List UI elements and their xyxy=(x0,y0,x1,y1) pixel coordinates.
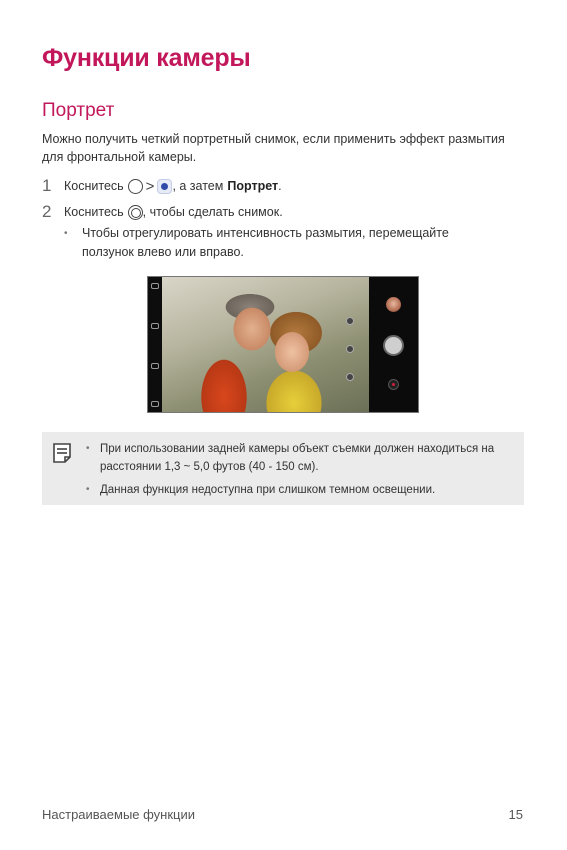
slider-dot xyxy=(346,317,354,325)
step-prefix: Коснитесь xyxy=(64,205,124,219)
record-button xyxy=(388,379,399,390)
shutter-icon xyxy=(128,205,143,220)
home-circle-icon xyxy=(128,179,143,194)
mode-icon xyxy=(151,363,159,369)
flash-icon xyxy=(151,283,159,289)
section-title: Портрет xyxy=(42,100,115,121)
camera-right-toolbar xyxy=(369,277,419,412)
footer-section: Настраиваемые функции xyxy=(42,807,196,822)
slider-dot xyxy=(346,373,354,381)
step-suffix: , чтобы сделать снимок. xyxy=(142,205,283,219)
page-number: 15 xyxy=(508,807,523,822)
intro-paragraph: Можно получить четкий портретный снимок, если применить эффект размытия для фронтальной камеры. xyxy=(42,132,505,164)
note-box xyxy=(42,432,524,505)
camera-screenshot xyxy=(147,276,419,413)
shutter-button xyxy=(383,335,404,356)
step-suffix: . xyxy=(278,179,282,193)
blur-slider xyxy=(344,277,356,412)
note-list xyxy=(86,440,514,504)
step-number: 1 xyxy=(42,176,52,195)
step-2 xyxy=(42,202,283,222)
slider-dot xyxy=(346,345,354,353)
sub-bullet xyxy=(64,224,484,262)
sub-bullet-text: Чтобы отрегулировать интенсивность размытия, перемещайте ползунок влево или вправо. xyxy=(82,226,449,259)
step-middle: , а затем xyxy=(172,179,224,193)
camera-left-toolbar xyxy=(148,277,162,412)
note-icon xyxy=(52,442,72,464)
step-1 xyxy=(42,176,282,196)
note-item: • При использовании задней камеры объект съемки должен находиться на расстоянии 1,3 ~ 5,0 футов (40 - 150 см). xyxy=(86,443,495,473)
chevron-right-icon: > xyxy=(145,177,155,195)
step-bold-label: Портрет xyxy=(227,179,279,193)
gear-icon xyxy=(151,401,159,407)
settings-icon xyxy=(151,323,159,329)
portrait-photo xyxy=(162,277,369,413)
camera-switch-icon xyxy=(157,179,172,194)
step-number: 2 xyxy=(42,202,52,221)
gallery-thumbnail xyxy=(386,297,401,312)
note-item: • Данная функция недоступна при слишком темном освещении. xyxy=(86,484,436,496)
step-prefix: Коснитесь xyxy=(64,179,124,193)
note-item-text: Данная функция недоступна при слишком темном освещении. xyxy=(100,484,436,496)
note-item-text: При использовании задней камеры объект съемки должен находиться на расстоянии 1,3 ~ 5,0 футов (40 - 150 см). xyxy=(100,443,495,473)
bullet-dot: • xyxy=(64,228,68,239)
page-title: Функции камеры xyxy=(42,44,251,72)
